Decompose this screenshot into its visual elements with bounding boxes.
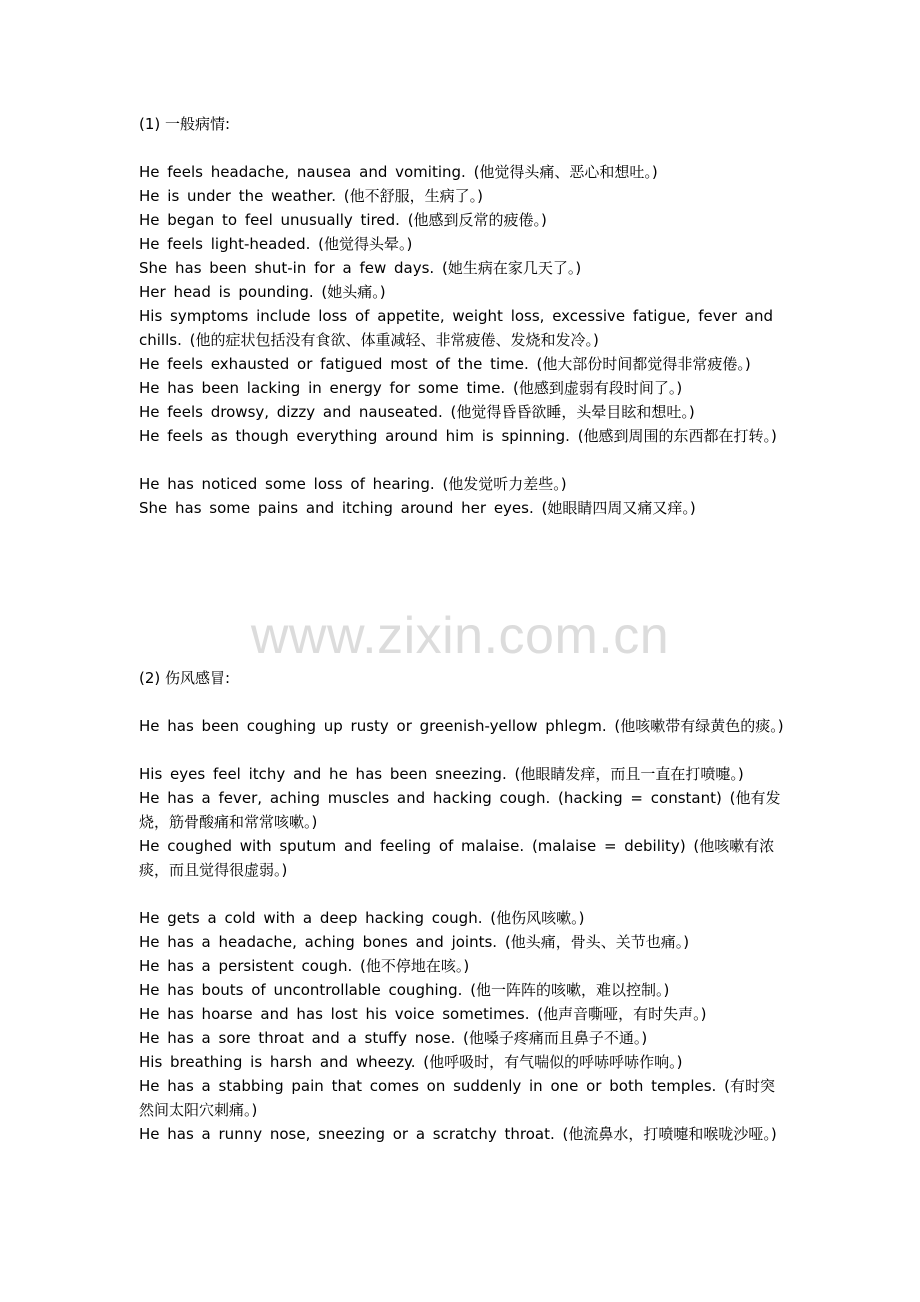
section-heading: (2) 伤风感冒: — [139, 669, 231, 687]
text-line: He has a sore throat and a stuffy nose. (他嗓子疼痛而且鼻子不通。) — [139, 1029, 648, 1047]
text-line: He has noticed some loss of hearing. (他发觉听力差些。) — [139, 475, 567, 493]
watermark: www.zixin.com.cn — [250, 607, 670, 665]
text-line: He feels drowsy, dizzy and nauseated. (他觉得昏昏欲睡，头晕目眩和想吐。) — [139, 403, 695, 421]
text-line: He has bouts of uncontrollable coughing. (他一阵阵的咳嗽，难以控制。) — [139, 981, 670, 999]
text-line: She has been shut-in for a few days. (她生病在家几天了。) — [139, 259, 582, 277]
text-line: He has a fever, aching muscles and hacking cough. (hacking = constant) (他有发烧，筋骨酸痛和常常咳嗽。) — [139, 789, 781, 831]
text-line: He feels light-headed. (他觉得头晕。) — [139, 235, 413, 253]
text-line: He has a stabbing pain that comes on suddenly in one or both temples. (有时突然间太阳穴刺痛。) — [139, 1077, 775, 1119]
text-line: He feels exhausted or fatigued most of the time. (他大部份时间都觉得非常疲倦。) — [139, 355, 751, 373]
text-line: Her head is pounding. (她头痛。) — [139, 283, 386, 301]
section-heading: (1) 一般病情: — [139, 115, 231, 133]
text-line: He has hoarse and has lost his voice sometimes. (他声音嘶哑，有时失声。) — [139, 1005, 707, 1023]
text-line: He has a headache, aching bones and joints. (他头痛，骨头、关节也痛。) — [139, 933, 690, 951]
text-line: She has some pains and itching around her eyes. (她眼睛四周又痛又痒。) — [139, 499, 696, 517]
text-line: He is under the weather. (他不舒服，生病了。) — [139, 187, 483, 205]
text-line: He has been lacking in energy for some time. (他感到虚弱有段时间了。) — [139, 379, 683, 397]
text-line: He gets a cold with a deep hacking cough. (他伤风咳嗽。) — [139, 909, 585, 927]
text-line: He has been coughing up rusty or greenish-yellow phlegm. (他咳嗽带有绿黄色的痰。) — [139, 717, 784, 735]
text-line: He feels headache, nausea and vomiting. (他觉得头痛、恶心和想吐。) — [139, 163, 658, 181]
text-line: He has a persistent cough. (他不停地在咳。) — [139, 957, 470, 975]
section-general-condition — [139, 112, 789, 520]
text-line: He began to feel unusually tired. (他感到反常的疲倦。) — [139, 211, 547, 229]
text-line: He has a runny nose, sneezing or a scratchy throat. (他流鼻水，打喷嚏和喉咙沙哑。) — [139, 1125, 777, 1143]
text-line: His breathing is harsh and wheezy. (他呼吸时，有气喘似的呼哧呼哧作响。) — [139, 1053, 683, 1071]
section-cold-flu — [139, 666, 789, 1146]
text-line: He coughed with sputum and feeling of malaise. (malaise = debility) (他咳嗽有浓痰，而且觉得很虚弱。) — [139, 837, 775, 879]
text-line: His symptoms include loss of appetite, weight loss, excessive fatigue, fever and chills. (他的症状包括没有食欲、体重减轻、非常疲倦、发烧和发冷。) — [139, 307, 774, 349]
text-line: His eyes feel itchy and he has been sneezing. (他眼睛发痒，而且一直在打喷嚏。) — [139, 765, 744, 783]
text-line: He feels as though everything around him is spinning. (他感到周围的东西都在打转。) — [139, 427, 777, 445]
